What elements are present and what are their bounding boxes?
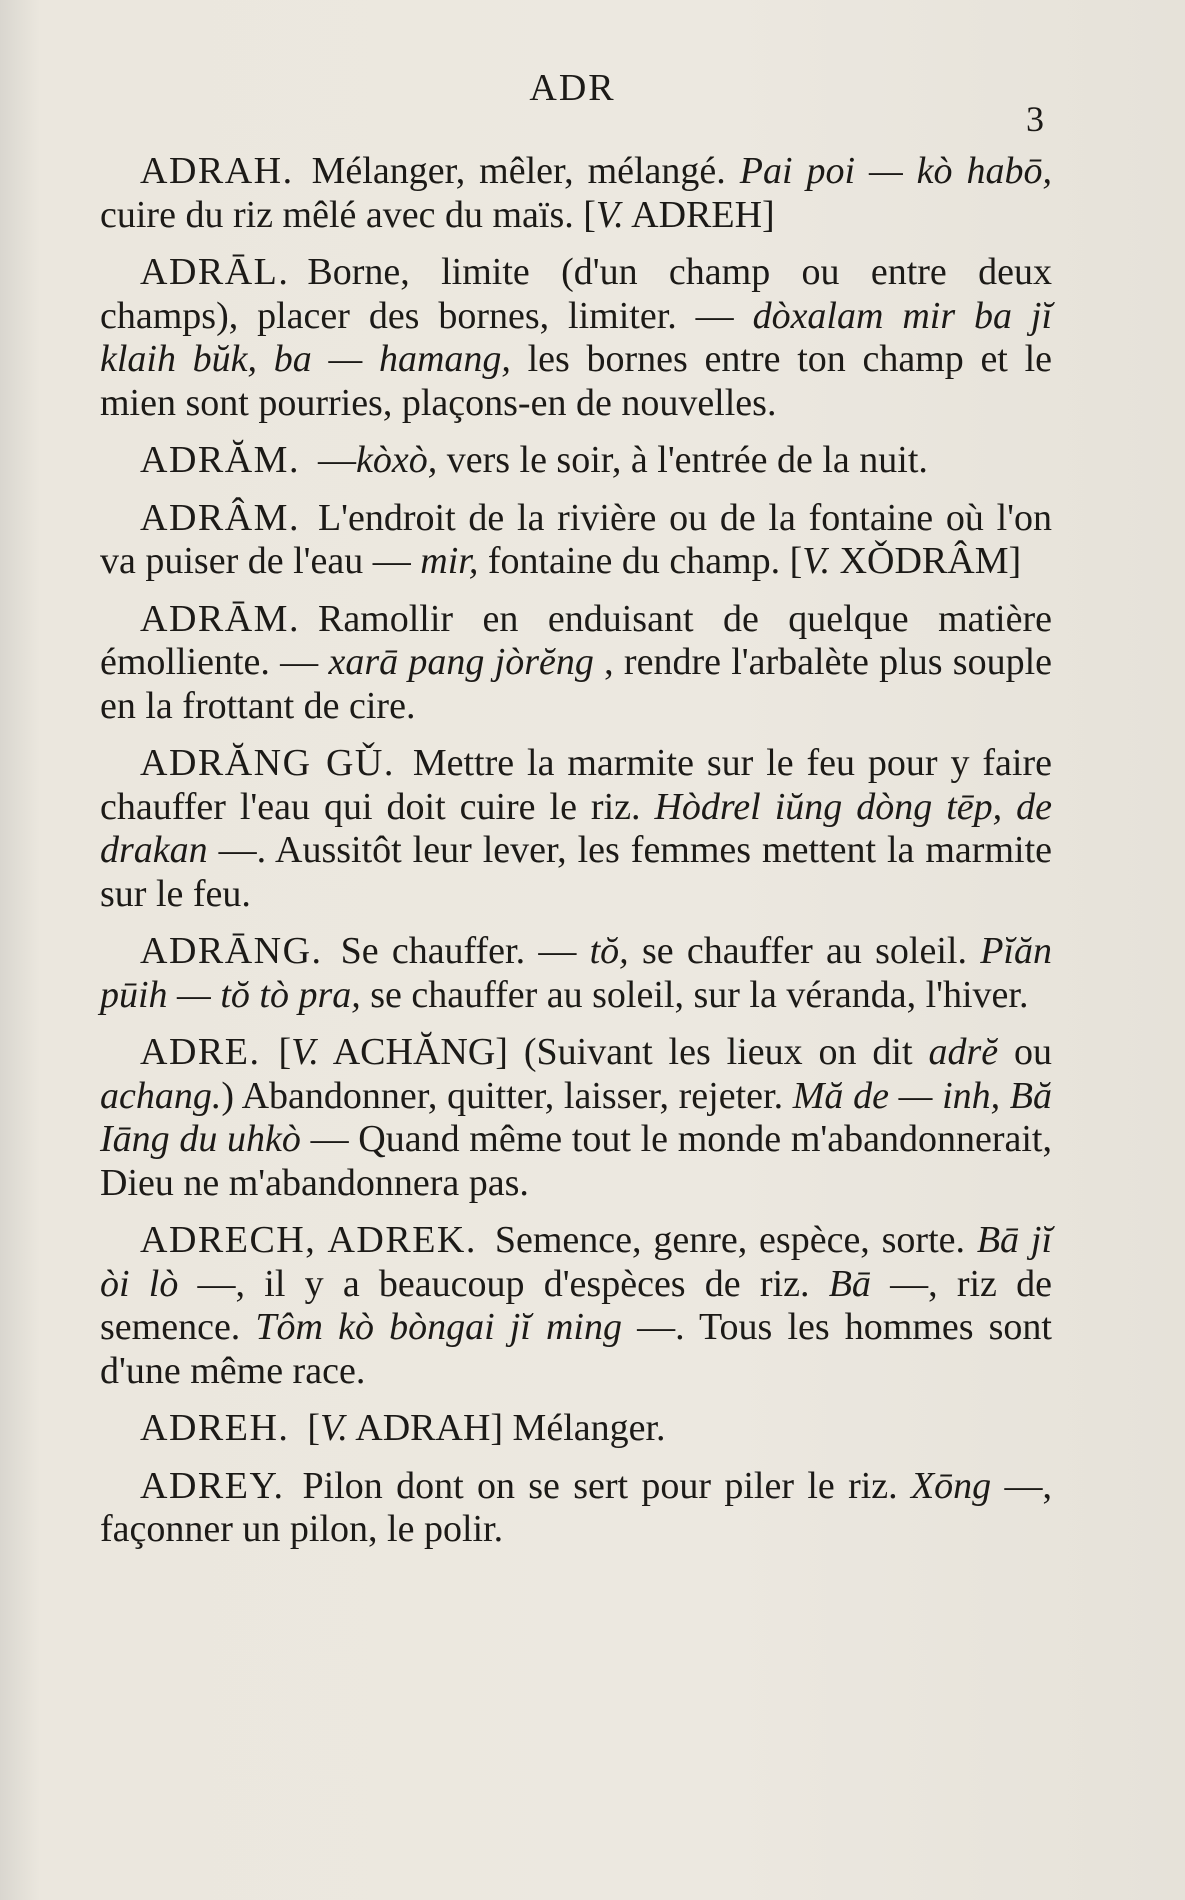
- entry-definition: ACHĂNG] (Suivant les lieux on dit: [318, 1031, 929, 1073]
- dictionary-entry: [100, 1031, 1052, 1205]
- entry-headword: ADRĀM.: [140, 597, 300, 640]
- entry-definition: XǑDRÂM]: [830, 540, 1022, 582]
- entry-definition: ou: [998, 1031, 1052, 1073]
- entry-definition: —, riz de semence.: [100, 1262, 1052, 1348]
- entry-definition: —: [317, 439, 356, 481]
- entry-definition: [: [307, 1407, 321, 1449]
- entry-definition: se chauffer au soleil, sur la véranda, l'hiver.: [360, 973, 1029, 1016]
- entry-headword: ADRĂM.: [140, 439, 300, 481]
- page-number: 3: [1026, 99, 1044, 139]
- entry-example: achang.: [100, 1074, 222, 1117]
- entry-definition: [: [278, 1031, 292, 1073]
- dictionary-entry: [100, 251, 1052, 425]
- entry-definition: Semence, genre, espèce, sorte.: [494, 1219, 977, 1261]
- entry-example: Pĭăn pūih — tŏ tò pra,: [100, 930, 1052, 1016]
- entry-headword: ADRÂM.: [140, 496, 300, 539]
- entry-example: kòxò,: [355, 439, 438, 481]
- dictionary-entry: [100, 439, 1052, 483]
- dictionary-entry: [100, 598, 1052, 729]
- dictionary-entry: [100, 1465, 1052, 1552]
- entry-definition: —. Aussitôt leur lever, les femmes mettent la marmite sur le feu.: [100, 829, 1052, 915]
- entry-example: tŏ,: [589, 930, 629, 972]
- entry-definition: — Quand même tout le monde m'abandonnerait, Dieu ne m'abandonnera pas.: [100, 1118, 1052, 1204]
- entry-headword: ADRĀL.: [140, 251, 290, 293]
- entry-definition: Pilon dont on se sert pour piler le riz.: [302, 1464, 911, 1507]
- entry-headword: ADRĀNG.: [140, 930, 323, 972]
- entry-definition: cuire du riz mêlé avec du maïs. [: [100, 193, 596, 236]
- entry-example: mir,: [420, 540, 479, 582]
- entry-definition: ) Abandonner, quitter, laisser, rejeter.: [221, 1074, 793, 1117]
- entry-headword: ADRE.: [140, 1031, 261, 1073]
- dictionary-entry: [100, 930, 1052, 1017]
- entries-column: [100, 150, 1052, 1566]
- entry-example: V.: [595, 193, 624, 236]
- entry-definition: L'endroit de la rivière ou de la fontaine où l'on va puiser de l'eau —: [100, 496, 1052, 582]
- entry-definition: Mélanger, mêler, mélangé.: [311, 150, 740, 192]
- entry-headword: ADRĂNG GǓ.: [140, 742, 395, 784]
- entry-example: Xōng: [910, 1464, 992, 1507]
- entry-definition: fontaine du champ. [: [478, 540, 803, 582]
- entry-definition: Ramollir en enduisant de quelque matière émolliente. —: [100, 597, 1052, 683]
- entry-definition: —. Tous les hommes sont d'une même race.: [100, 1306, 1052, 1392]
- entry-example: xarā pang jòrĕng: [328, 641, 594, 683]
- entry-headword: ADREH.: [140, 1407, 290, 1449]
- dictionary-entry: [100, 1219, 1052, 1393]
- entry-example: Bā: [828, 1262, 871, 1305]
- dictionary-entry: [100, 742, 1052, 916]
- entry-example: V.: [291, 1031, 319, 1073]
- entry-definition: les bornes entre ton champ et le mien sont pourries, plaçons-en de nouvelles.: [100, 338, 1052, 424]
- entry-headword: ADRECH, ADREK.: [140, 1219, 477, 1261]
- entry-definition: Mettre la marmite sur le feu pour y faire chauffer l'eau qui doit cuire le riz.: [100, 742, 1052, 828]
- entry-definition: vers le soir, à l'entrée de la nuit.: [437, 439, 928, 481]
- entry-definition: se chauffer au soleil.: [628, 930, 981, 972]
- entry-definition: Borne, limite (d'un champ ou entre deux champs), placer des bornes, limiter. —: [100, 251, 1052, 337]
- entry-example: Mă de — inh, Bă Iāng du uhkò: [100, 1074, 1053, 1160]
- entry-definition: ADREH]: [623, 193, 775, 236]
- running-head: ADR: [529, 67, 616, 109]
- entry-example: Hòdrel iŭng dòng tēp, de drakan: [100, 785, 1052, 871]
- entry-example: V.: [802, 540, 831, 582]
- entry-definition: ADRAH] Mélanger.: [347, 1407, 666, 1449]
- entry-example: dòxalam mir ba jĭ klaih bŭk, ba — hamang,: [100, 294, 1052, 380]
- entry-definition: —, il y a beaucoup d'espèces de riz.: [178, 1262, 829, 1305]
- dictionary-entry: [100, 497, 1052, 584]
- entry-headword: ADRAH.: [140, 150, 294, 192]
- entry-definition: Se chauffer. —: [340, 930, 590, 972]
- entry-definition: —, façonner un pilon, le polir.: [100, 1464, 1053, 1550]
- entry-example: Pai poi — kò habō,: [739, 150, 1052, 192]
- entry-example: Tôm kò bòngai jĭ ming: [255, 1306, 622, 1348]
- entry-example: V.: [320, 1407, 348, 1449]
- entry-example: Bā jĭ òi lò: [100, 1219, 1052, 1305]
- dictionary-entry: [100, 1407, 1052, 1451]
- dictionary-entry: [100, 150, 1052, 237]
- entry-definition: , rendre l'arbalète plus souple en la frottant de cire.: [100, 641, 1052, 727]
- entry-example: adrĕ: [928, 1031, 999, 1073]
- entry-headword: ADREY.: [140, 1464, 285, 1507]
